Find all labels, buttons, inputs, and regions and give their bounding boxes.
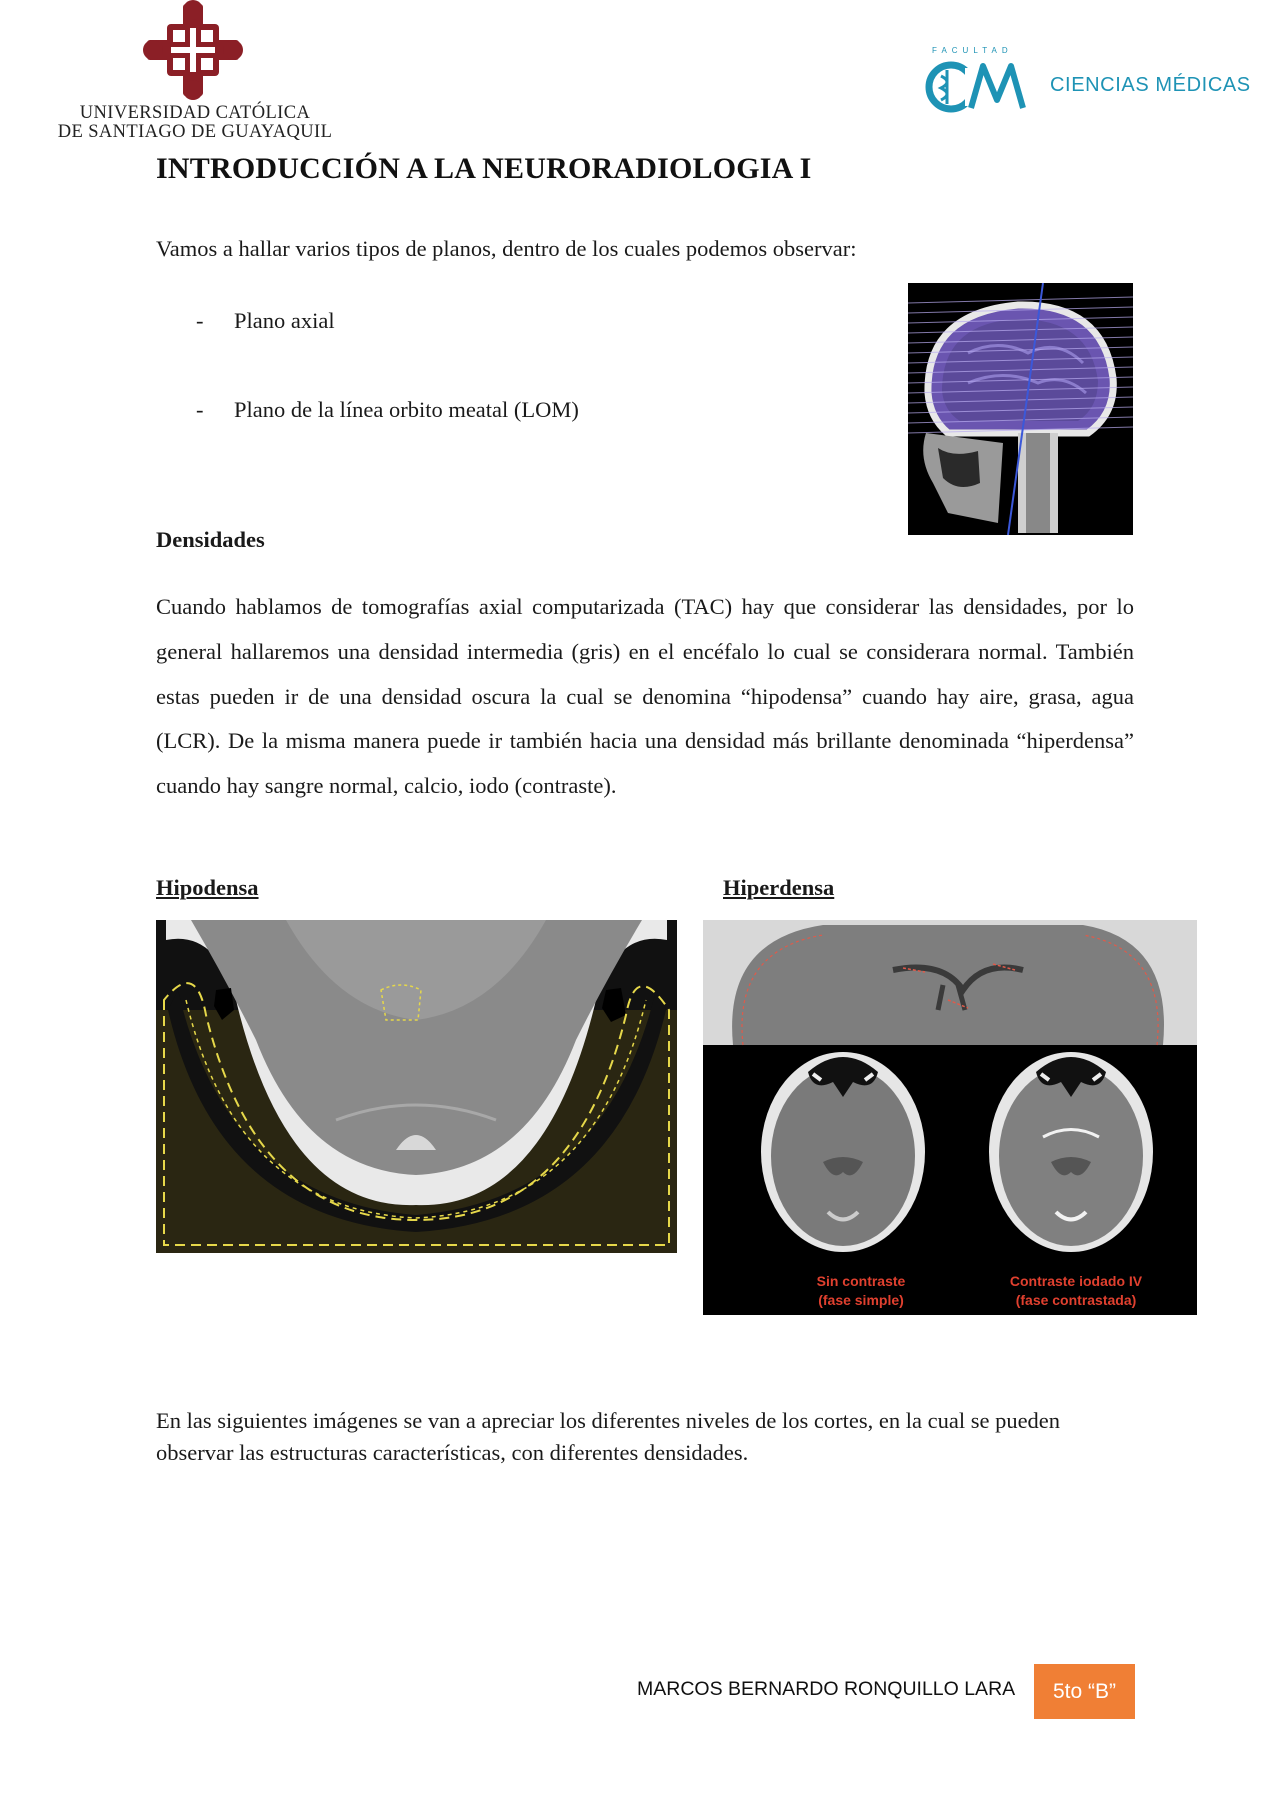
caption-line: Sin contraste: [816, 1273, 906, 1289]
densities-paragraph: Cuando hablamos de tomografías axial computarizada (TAC) hay que considerar las densidades, por lo general hallaremos una densidad intermedia (gris) en el encéfalo lo cual se considerara normal. También estas pueden ir de una densidad oscura la cual se denomina “hipodensa” cuando hay aire, grasa, agua (LCR). De la misma manera puede ir también hacia una densidad más brillante denominada “hiperdensa” cuando hay sangre normal, calcio, iodo (contraste).: [156, 594, 1134, 799]
caption-line: (fase contrastada): [1015, 1292, 1137, 1308]
caption-line: (fase simple): [818, 1292, 904, 1308]
plane-label: Plano axial: [234, 308, 335, 333]
hiperdensa-ct-drawing: [703, 920, 1197, 1315]
hiperdensa-ct-image: [703, 920, 1197, 1315]
plane-item-axial: [196, 308, 335, 334]
university-cross-icon: [142, 0, 244, 100]
university-name: [30, 104, 360, 142]
page-title: INTRODUCCIÓN A LA NEURORADIOLOGIA I: [156, 152, 812, 185]
closing-paragraph: En las siguientes imágenes se van a apreciar los diferentes niveles de los cortes, en la cual se pueden observar las estructuras características, con diferentes densidades.: [156, 1408, 1061, 1465]
bullet-dash: -: [196, 397, 204, 422]
footer-author: MARCOS BERNARDO RONQUILLO LARA: [637, 1678, 1016, 1700]
plane-label: Plano de la línea orbito meatal (LOM): [234, 397, 579, 422]
densities-heading: Densidades: [156, 527, 265, 552]
university-name-line2: DE SANTIAGO DE GUAYAQUIL: [57, 122, 333, 142]
caption-sin-contraste: [796, 1272, 926, 1310]
university-name-line1: UNIVERSIDAD CATÓLICA: [79, 103, 311, 123]
caption-line: Contraste iodado IV: [1009, 1273, 1143, 1289]
hiperdensa-label: Hiperdensa: [723, 875, 835, 900]
hipodensa-label: Hipodensa: [156, 875, 259, 900]
sagittal-ct-image: [908, 283, 1133, 535]
hipodensa-ct-drawing: [156, 920, 677, 1253]
course-badge: 5to “B”: [1034, 1664, 1135, 1719]
faculty-name: CIENCIAS MÉDICAS: [1050, 74, 1251, 96]
sagittal-ct-drawing: [908, 283, 1133, 535]
hipodensa-ct-image: [156, 920, 677, 1253]
intro-paragraph: Vamos a hallar varios tipos de planos, dentro de los cuales podemos observar:: [156, 236, 857, 261]
faculty-label: FACULTAD: [932, 46, 1013, 55]
faculty-emblem-icon: [925, 60, 1030, 114]
plane-item-lom: [196, 397, 579, 423]
caption-contraste-iodado: [1001, 1272, 1151, 1310]
bullet-dash: -: [196, 308, 204, 333]
